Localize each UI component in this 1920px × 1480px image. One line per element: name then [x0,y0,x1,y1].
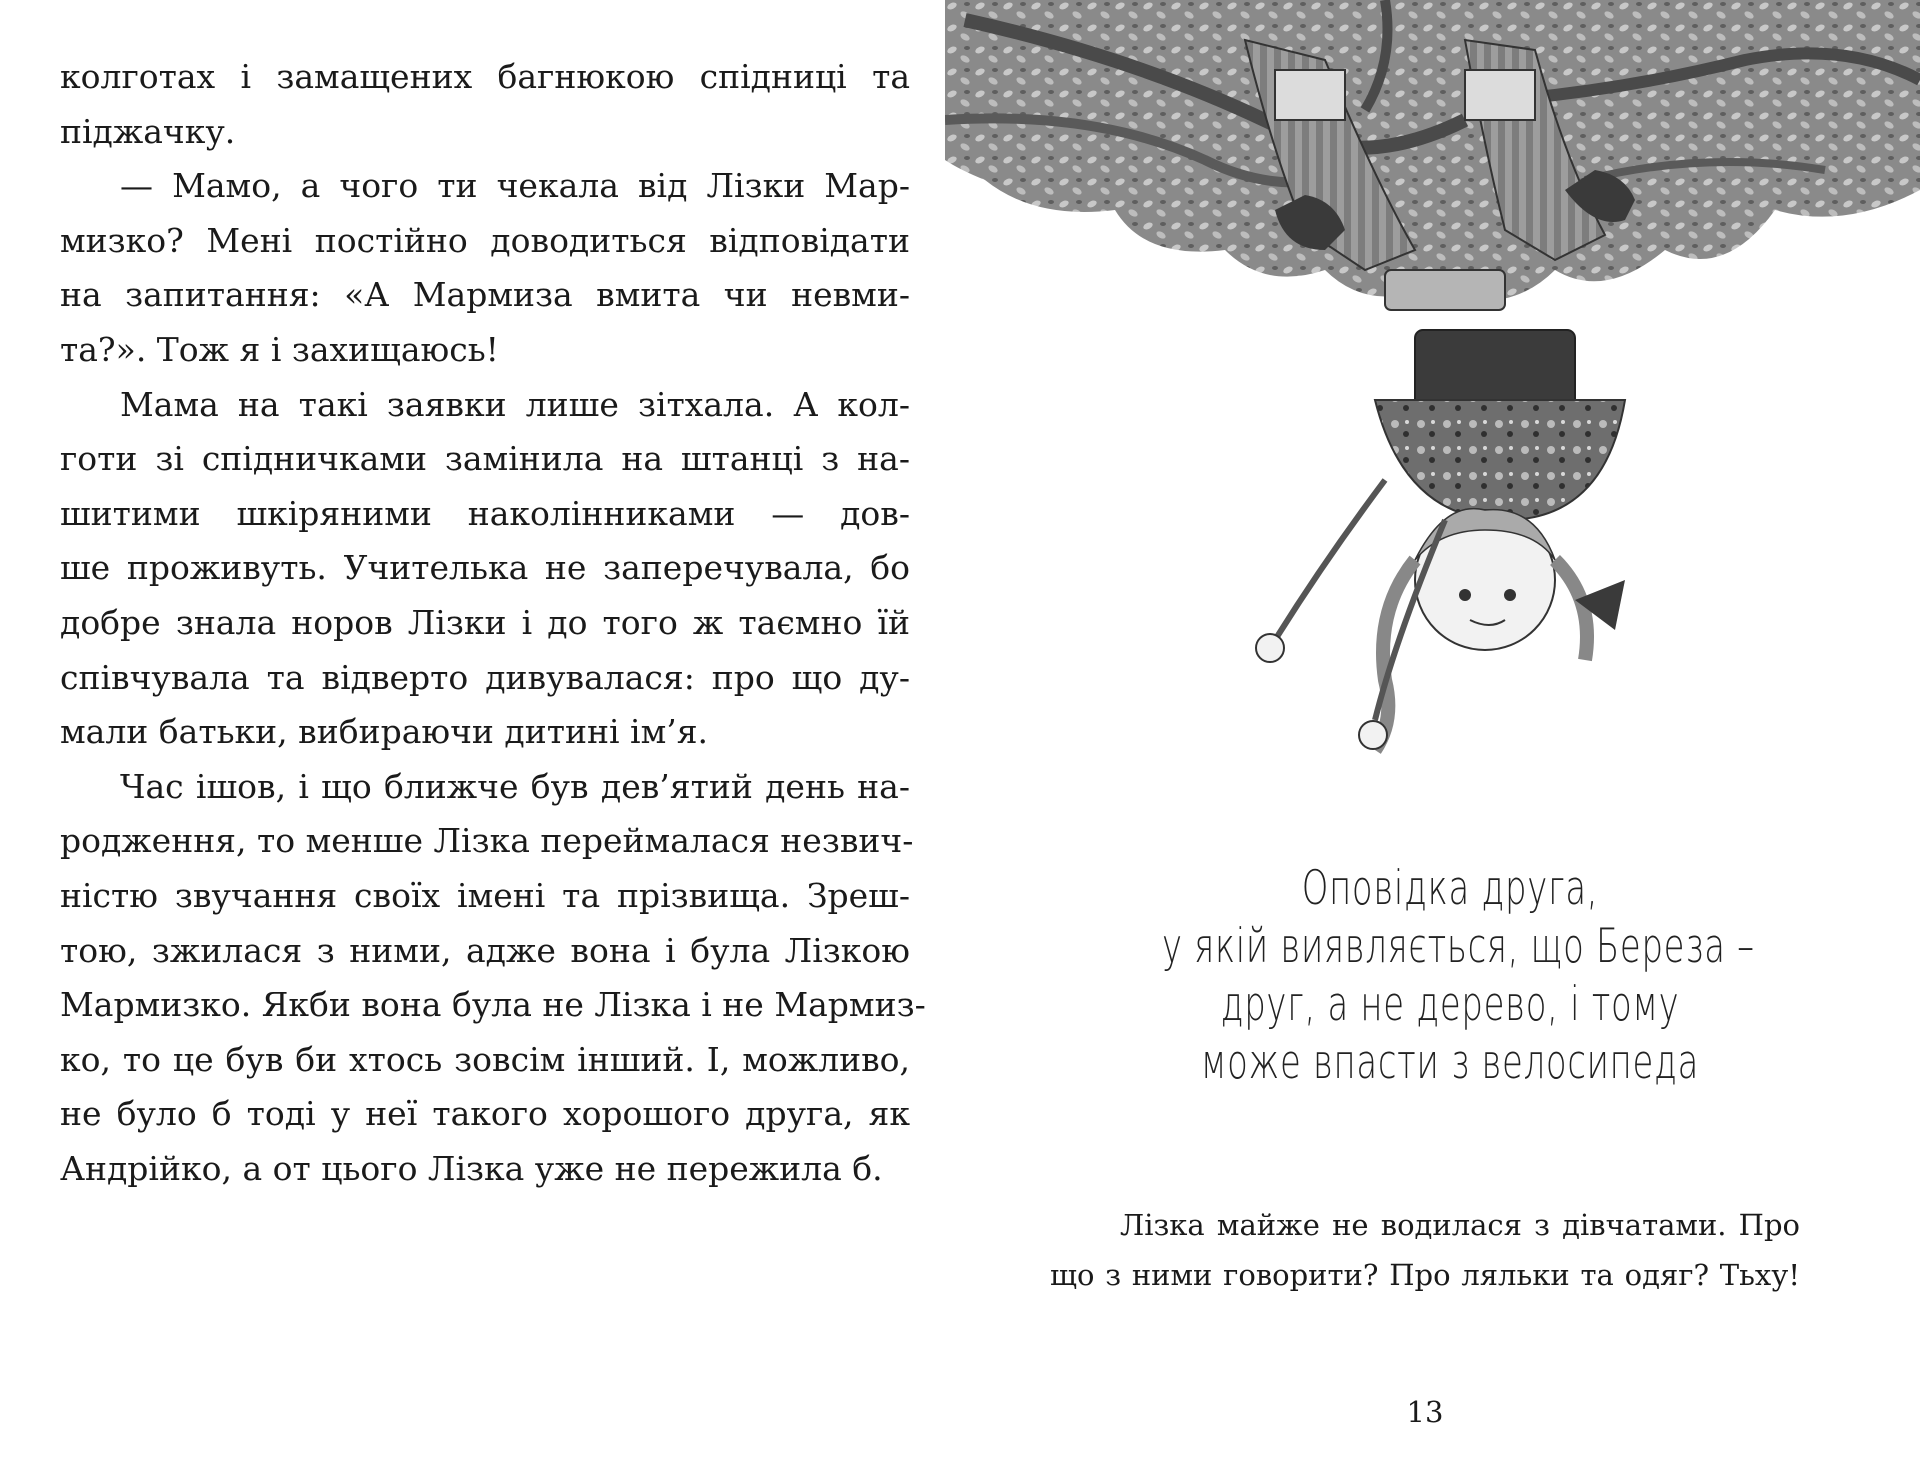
chapter-title-line: у якій виявляється, що Береза – [1162,919,1755,974]
upside-down-girl-illustration [945,0,1920,830]
right-page-text [1050,1200,1800,1300]
text-line: Лізка майже не водилася з дівчатами. Про [1120,1208,1800,1242]
text-line: готи зі спідничками замінила на штанці з на- [60,439,910,479]
text-line: Андрійко, а от цього Лізка уже не пережила б. [60,1148,883,1188]
text-line: ністю звучання своїх імені та прізвища. Зреш- [60,875,910,915]
text-line: ше проживуть. Учителька не заперечувала, бо [60,548,910,588]
illustration-svg [945,0,1920,830]
text-line: Час ішов, і що ближче був дев’ятий день на- [120,766,910,806]
text-line: не було б тоді у неї такого хорошого друга, як [60,1094,910,1134]
tree-canopy [945,0,1920,301]
text-line: Мама на такі заявки лише зітхала. А кол- [120,384,910,424]
chapter-title-line: може впасти з велосипеда [1200,1035,1700,1090]
text-line: шитими шкіряними наколінниками — дов- [60,493,910,533]
text-line: родження, то менше Лізка переймалася незвич- [60,821,914,861]
text-line: що з ними говорити? Про ляльки та одяг? Тьху! [1050,1258,1800,1292]
chapter-title [1162,860,1755,1092]
text-line: піджачку. [60,111,236,151]
text-line: добре знала норов Лізки і до того ж таємно їй [60,602,910,642]
text-line: тою, зжилася з ними, адже вона і була Лізкою [60,930,910,970]
text-line: колготах і замащених багнюкою спідниці та [60,57,910,96]
page-number: 13 [1406,1395,1444,1429]
chapter-title-line: друг, а не дерево, і тому [1220,977,1680,1032]
chapter-title-line: Оповідка друга, [1301,861,1599,916]
text-line: ко, то це був би хтось зовсім інший. І, можливо, [60,1039,910,1079]
text-line: Мармизко. Якби вона була не Лізка і не Мармиз- [60,985,926,1025]
text-line: на запитання: «А Мармиза вмита чи невми- [60,275,910,315]
text-line: та?». Тож я і захищаюсь! [60,329,499,369]
text-line: — Мамо, а чого ти чекала від Лізки Мар- [120,166,910,206]
left-page-text [60,50,926,1196]
text-line: мали батьки, вибираючи дитині ім’я. [60,712,709,752]
text-line: мизко? Мені постійно доводиться відповідати [60,220,910,260]
text-line: співчувала та відверто дивувалася: про що ду- [60,657,910,697]
